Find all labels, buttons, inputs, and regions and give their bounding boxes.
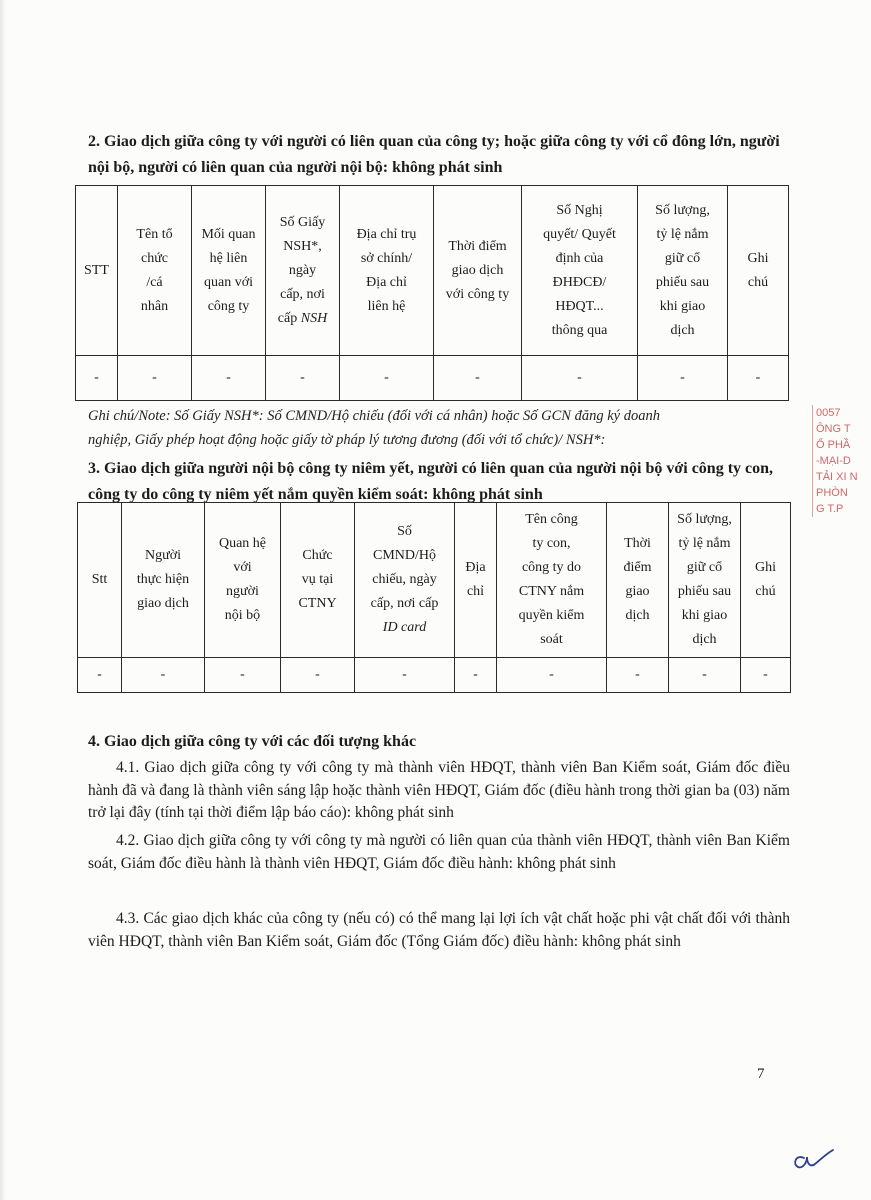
header-line: thông qua xyxy=(551,322,608,338)
table-cell: - xyxy=(355,658,455,693)
header-line: vụ tại xyxy=(301,572,334,587)
table-cell: - xyxy=(78,658,122,693)
header-line: tỷ lệ nắm xyxy=(656,226,709,242)
section-3-table xyxy=(77,502,791,693)
table-row xyxy=(76,356,789,401)
table-cell: - xyxy=(76,356,118,401)
table-cell: - xyxy=(638,356,728,401)
section-3-heading: 3. Giao dịch giữa người nội bộ công ty niêm yết, người có liên quan của người nội bộ với công ty con, công ty do công ty niêm yết nắm quyền kiểm soát: không phát sinh xyxy=(88,460,774,503)
table-cell: - xyxy=(741,658,791,693)
header-line: Quan hệ xyxy=(218,536,267,551)
header-line: quyền kiểm xyxy=(518,608,585,623)
header-line: dịch xyxy=(625,608,650,623)
note-line-1: Ghi chú/Note: Số Giấy NSH*: Số CMND/Hộ chiếu (đối với cá nhân) hoặc Số GCN đăng ký doanh xyxy=(88,408,660,424)
table-header-row xyxy=(76,186,789,356)
header-line: Ghi xyxy=(755,560,776,575)
table-cell: - xyxy=(522,356,638,401)
header-line: Số lượng, xyxy=(677,512,732,527)
header-line: nhân xyxy=(140,298,169,314)
stamp-text: TẢI XI N xyxy=(816,471,858,483)
header-line: /cá xyxy=(146,274,163,290)
column-header xyxy=(122,503,205,658)
header-line: phiếu sau xyxy=(655,274,710,290)
header-line: Mối quan xyxy=(201,226,256,242)
column-header xyxy=(340,186,434,356)
note-line-2: nghiệp, Giấy phép hoạt động hoặc giấy tờ pháp lý tương đương (đối với tổ chức)/ NSH*: xyxy=(88,432,606,448)
table-cell: - xyxy=(434,356,522,401)
header-line: phiếu sau xyxy=(677,584,732,599)
header-line: cấp, nơi cấp xyxy=(370,596,439,611)
paragraph-4-3 xyxy=(88,908,790,953)
header-line: nội bộ xyxy=(224,608,261,623)
header-line: thực hiện xyxy=(136,572,190,587)
header-line: giao xyxy=(625,584,650,599)
stamp-text: -MẠI-D xyxy=(816,455,851,467)
header-line: chức xyxy=(140,250,168,266)
header-line: Số lượng, xyxy=(655,202,710,218)
table-cell: - xyxy=(455,658,497,693)
column-header xyxy=(76,186,118,356)
table-cell: - xyxy=(497,658,607,693)
header-line: cấp NSH xyxy=(277,310,328,326)
header-line: Thời xyxy=(624,536,651,551)
header-line: chú xyxy=(747,274,769,290)
header-line: với xyxy=(233,560,252,575)
header-line: khi giao xyxy=(681,608,728,623)
header-line: Số xyxy=(397,524,412,539)
paragraph-4-1-text: 4.1. Giao dịch giữa công ty với công ty mà thành viên HĐQT, thành viên Ban Kiểm soát, Giám đốc điều hành đã và đang là thành viên sáng lập hoặc thành viên HĐQT, Giám đốc (điều hành trong thời gian ba (03) năm trở lại đây (tính tại thời điểm lập báo cáo): không phát sinh xyxy=(88,759,790,821)
header-line: Chức xyxy=(302,548,333,563)
handwritten-initial-icon xyxy=(788,1140,838,1174)
header-line: CTNY xyxy=(298,596,337,611)
header-line: tỷ lệ nắm xyxy=(678,536,731,551)
header-line: định của xyxy=(555,250,604,266)
header-line: hệ liên xyxy=(209,250,248,266)
header-line: HĐQT... xyxy=(555,298,604,314)
stamp-fragment xyxy=(812,405,871,517)
header-line: liên hệ xyxy=(367,298,406,314)
table-cell: - xyxy=(281,658,355,693)
header-line: dịch xyxy=(670,322,695,338)
table-cell: - xyxy=(122,658,205,693)
column-header xyxy=(607,503,669,658)
paragraph-4-2-text: 4.2. Giao dịch giữa công ty với công ty mà người có liên quan của thành viên HĐQT, thành viên Ban Kiểm soát, Giám đốc điều hành là thành viên HĐQT, Giám đốc điều hành: không phát sinh xyxy=(88,832,790,872)
header-line: Địa xyxy=(465,560,486,575)
paragraph-4-1 xyxy=(88,757,790,825)
header-line: ID card xyxy=(382,620,427,635)
header-line: CMND/Hộ xyxy=(372,548,436,563)
header-line: Stt xyxy=(91,572,108,587)
header-line: Địa chỉ xyxy=(366,274,407,290)
header-line: dịch xyxy=(692,632,717,647)
section-4-heading: 4. Giao dịch giữa công ty với các đối tượng khác xyxy=(88,733,417,750)
table-cell: - xyxy=(192,356,266,401)
header-line: khi giao xyxy=(659,298,706,314)
header-line: người xyxy=(226,584,259,599)
column-header xyxy=(281,503,355,658)
header-line: giữ cổ xyxy=(686,560,723,575)
header-line: ĐHĐCĐ/ xyxy=(552,274,607,290)
section-2-table xyxy=(75,185,789,401)
header-line: chú xyxy=(755,584,776,599)
header-line: chỉ xyxy=(466,584,485,599)
header-line: công ty do xyxy=(521,560,582,575)
table-cell: - xyxy=(669,658,741,693)
header-line: Thời điểm xyxy=(448,238,507,254)
scan-edge xyxy=(0,0,6,1200)
column-header xyxy=(355,503,455,658)
header-line: quyết/ Quyết xyxy=(543,226,616,242)
stamp-text: ÔNG T xyxy=(816,423,851,435)
paragraph-4-3-text: 4.3. Các giao dịch khác của công ty (nếu có) có thể mang lại lợi ích vật chất hoặc phi vật chất đối với thành viên HĐQT, thành viên Ban Kiểm soát, Giám đốc (Tổng Giám đốc) điều hành: không phát sinh xyxy=(88,910,790,950)
header-line: giao dịch xyxy=(137,596,189,611)
column-header xyxy=(522,186,638,356)
column-header xyxy=(78,503,122,658)
header-line: chiếu, ngày xyxy=(372,572,437,587)
header-line: Địa chỉ trụ xyxy=(356,226,417,242)
header-line: Ghi xyxy=(747,250,769,266)
header-line: CTNY nắm xyxy=(518,584,585,599)
table-cell: - xyxy=(266,356,340,401)
header-line: giữ cổ xyxy=(664,250,701,266)
header-line: sở chính/ xyxy=(360,250,413,266)
header-line: Số Giấy xyxy=(279,214,326,230)
page-number: 7 xyxy=(757,1066,765,1082)
column-header xyxy=(638,186,728,356)
column-header xyxy=(669,503,741,658)
column-header xyxy=(455,503,497,658)
table-cell: - xyxy=(340,356,434,401)
header-line: NSH*, xyxy=(283,238,322,254)
stamp-text: G T.P xyxy=(816,503,844,515)
section-2-heading: 2. Giao dịch giữa công ty với người có liên quan của công ty; hoặc giữa công ty với cổ đông lớn, người nội bộ, người có liên quan của người nội bộ: không phát sinh xyxy=(88,133,780,176)
header-line: công ty xyxy=(207,298,250,314)
header-line: Người xyxy=(145,548,181,563)
table-header-row xyxy=(78,503,791,658)
header-line: STT xyxy=(84,262,109,278)
column-header xyxy=(266,186,340,356)
header-line: Tên tổ xyxy=(136,226,173,242)
header-line: với công ty xyxy=(445,286,510,302)
header-line: ngày xyxy=(288,262,317,278)
column-header xyxy=(118,186,192,356)
column-header xyxy=(434,186,522,356)
stamp-text: Ổ PHẦ xyxy=(816,439,851,451)
column-header xyxy=(497,503,607,658)
column-header xyxy=(728,186,789,356)
column-header xyxy=(192,186,266,356)
header-line: điểm xyxy=(623,560,652,575)
header-line: quan với xyxy=(203,274,253,290)
table-cell: - xyxy=(728,356,789,401)
header-line: giao dịch xyxy=(451,262,504,278)
table-row xyxy=(78,658,791,693)
header-line: Tên công xyxy=(525,512,578,527)
stamp-text: PHÒN xyxy=(816,487,848,499)
paragraph-4-2 xyxy=(88,830,790,875)
header-line: Số Nghị xyxy=(556,202,603,218)
header-line: ty con, xyxy=(532,536,571,551)
table-cell: - xyxy=(118,356,192,401)
header-line: cấp, nơi xyxy=(280,286,325,302)
table-cell: - xyxy=(205,658,281,693)
column-header xyxy=(205,503,281,658)
header-line: soát xyxy=(540,632,563,647)
table-cell: - xyxy=(607,658,669,693)
column-header xyxy=(741,503,791,658)
stamp-text: 0057 xyxy=(816,407,841,419)
